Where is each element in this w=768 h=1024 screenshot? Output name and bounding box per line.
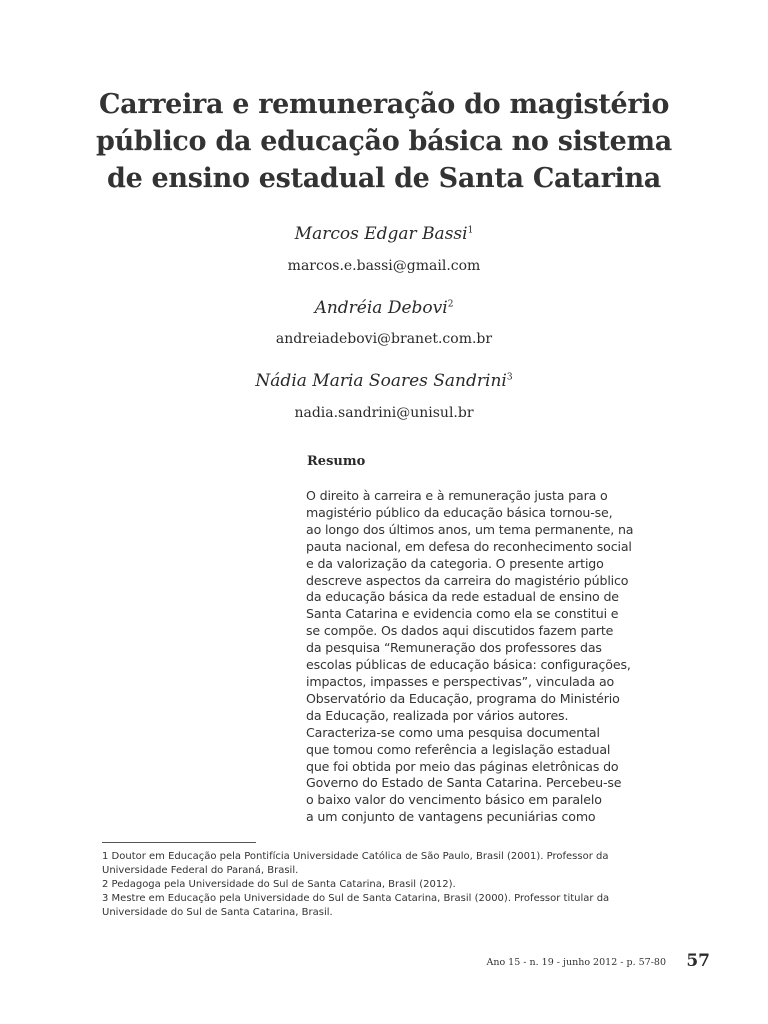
abstract-line: escolas públicas de educação básica: configurações, bbox=[306, 657, 631, 673]
abstract-line: Santa Catarina e evidencia como ela se constitui e bbox=[306, 606, 619, 622]
abstract-line: que tomou como referência a legislação estadual bbox=[306, 741, 611, 757]
author-email: andreiadebovi@branet.com.br bbox=[275, 331, 493, 347]
abstract-line: impactos, impasses e perspectivas”, vinculada ao bbox=[306, 673, 615, 689]
abstract-body bbox=[306, 488, 666, 826]
abstract-heading: Resumo bbox=[307, 454, 366, 469]
abstract-line: que foi obtida por meio das páginas eletrônicas do bbox=[306, 758, 619, 774]
footnote-line: Universidade Federal do Paraná, Brasil. bbox=[102, 865, 299, 876]
author-email: marcos.e.bassi@gmail.com bbox=[287, 258, 481, 274]
article-title-line: de ensino estadual de Santa Catarina bbox=[107, 163, 661, 194]
abstract-line: descreve aspectos da carreira do magistério público bbox=[306, 572, 629, 588]
footnote-separator bbox=[102, 842, 256, 843]
abstract-line: ao longo dos últimos anos, um tema permanente, na bbox=[306, 521, 634, 537]
author-name bbox=[0, 370, 768, 392]
author-name bbox=[0, 297, 768, 319]
footnote-line: 2 Pedagoga pela Universidade do Sul de Santa Catarina, Brasil (2012). bbox=[102, 879, 456, 890]
footnote-marker: 1 bbox=[467, 225, 474, 236]
footnotes bbox=[102, 850, 668, 920]
abstract-line: pauta nacional, em defesa do reconhecimento social bbox=[306, 538, 632, 554]
abstract-line: Caracteriza-se como uma pesquisa documental bbox=[306, 724, 600, 740]
author-name-text: Marcos Edgar Bassi bbox=[294, 224, 468, 244]
footnote-marker: 3 bbox=[506, 372, 513, 383]
footnote-line: 1 Doutor em Educação pela Pontifícia Universidade Católica de São Paulo, Brasil (2001). Professor da bbox=[102, 851, 609, 862]
page-number: 57 bbox=[686, 951, 710, 971]
abstract-line: magistério público da educação básica tornou-se, bbox=[306, 504, 613, 520]
abstract-line: o baixo valor do vencimento básico em paralelo bbox=[306, 792, 602, 808]
abstract-line: e da valorização da categoria. O presente artigo bbox=[306, 555, 604, 571]
author-email: nadia.sandrini@unisul.br bbox=[294, 405, 474, 421]
article-title-line: Carreira e remuneração do magistério bbox=[98, 89, 670, 120]
abstract-line: da educação básica da rede estadual de ensino de bbox=[306, 589, 619, 605]
abstract-line: da Educação, realizada por vários autores. bbox=[306, 707, 569, 723]
abstract-line: Governo do Estado de Santa Catarina. Percebeu-se bbox=[306, 775, 622, 791]
article-title bbox=[60, 86, 708, 197]
abstract-line: Observatório da Educação, programa do Ministério bbox=[306, 690, 620, 706]
abstract-line: a um conjunto de vantagens pecuniárias como bbox=[306, 809, 596, 825]
issue-info: Ano 15 - n. 19 - junho 2012 - p. 57-80 bbox=[486, 957, 666, 968]
abstract-line: se compõe. Os dados aqui discutidos fazem parte bbox=[306, 623, 614, 639]
footnote-line: Universidade do Sul de Santa Catarina, Brasil. bbox=[102, 907, 333, 918]
author-name bbox=[0, 223, 768, 245]
author-name-text: Nádia Maria Soares Sandrini bbox=[255, 371, 507, 391]
abstract-line: da pesquisa “Remuneração dos professores das bbox=[306, 640, 602, 656]
footnote-line: 3 Mestre em Educação pela Universidade do Sul de Santa Catarina, Brasil (2000). Professor titular da bbox=[102, 893, 610, 904]
footnote-marker: 2 bbox=[447, 299, 454, 310]
abstract-line: O direito à carreira e à remuneração justa para o bbox=[306, 488, 608, 503]
article-title-line: público da educação básica no sistema bbox=[96, 126, 672, 157]
author-name-text: Andréia Debovi bbox=[314, 298, 448, 318]
